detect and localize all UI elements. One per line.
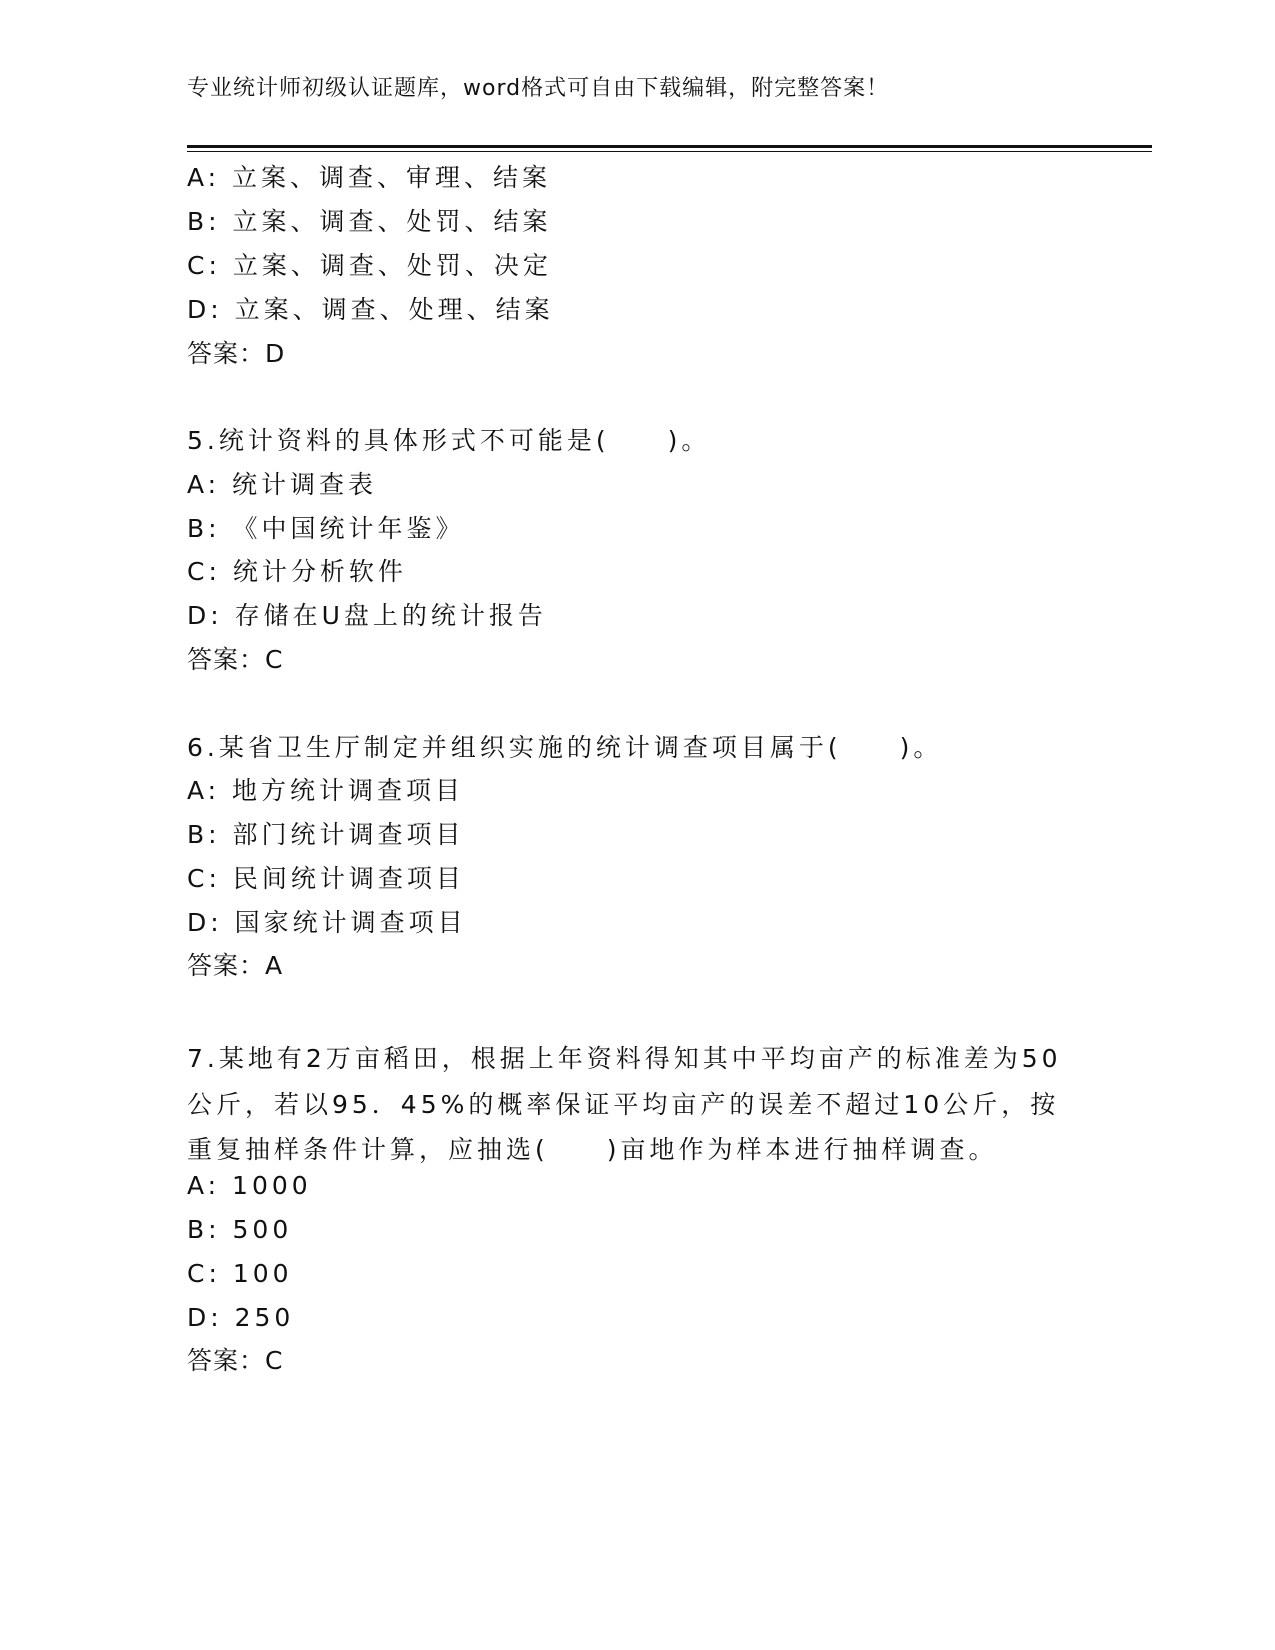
q4-option-b: B: 立案、调查、处罚、结案: [187, 207, 552, 236]
q4-option-d: D: 立案、调查、处理、结案: [187, 295, 554, 324]
q7-answer: 答案：C: [187, 1346, 284, 1375]
q5-option-a: A: 统计调查表: [187, 470, 378, 499]
q7-option-b: B: 500: [187, 1215, 293, 1244]
q6-stem: 6.某省卫生厅制定并组织实施的统计调查项目属于( )。: [187, 733, 943, 762]
q6-answer: 答案：A: [187, 951, 284, 980]
q5-option-c: C: 统计分析软件: [187, 557, 407, 586]
q5-option-b: B: 《中国统计年鉴》: [187, 514, 465, 543]
q5-answer: 答案：C: [187, 645, 284, 674]
q7-option-a: A: 1000: [187, 1171, 312, 1200]
q7-stem: 7.某地有2万亩稻田，根据上年资料得知其中平均亩产的标准差为50公斤，若以95．45%的概率保证平均亩产的误差不超过10公斤，按重复抽样条件计算，应抽选( )亩地作为样本进行抽样调查。: [187, 1044, 1062, 1164]
q5-option-d: D: 存储在U盘上的统计报告: [187, 601, 547, 630]
header-divider-thick: [187, 145, 1152, 148]
q6-option-a: A: 地方统计调查项目: [187, 776, 465, 805]
header-divider-thin: [187, 151, 1152, 152]
q6-option-d: D: 国家统计调查项目: [187, 908, 467, 937]
q6-option-c: C: 民间统计调查项目: [187, 864, 465, 893]
q4-answer: 答案：D: [187, 339, 286, 368]
page-header: 专业统计师初级认证题库，word格式可自由下载编辑，附完整答案！: [187, 76, 890, 101]
q4-option-a: A: 立案、调查、审理、结案: [187, 163, 552, 192]
q7-option-c: C: 100: [187, 1259, 293, 1288]
q5-stem: 5.统计资料的具体形式不可能是( )。: [187, 426, 711, 455]
q7-option-d: D: 250: [187, 1303, 295, 1332]
q4-option-c: C: 立案、调查、处罚、决定: [187, 251, 552, 280]
q6-option-b: B: 部门统计调查项目: [187, 820, 465, 849]
